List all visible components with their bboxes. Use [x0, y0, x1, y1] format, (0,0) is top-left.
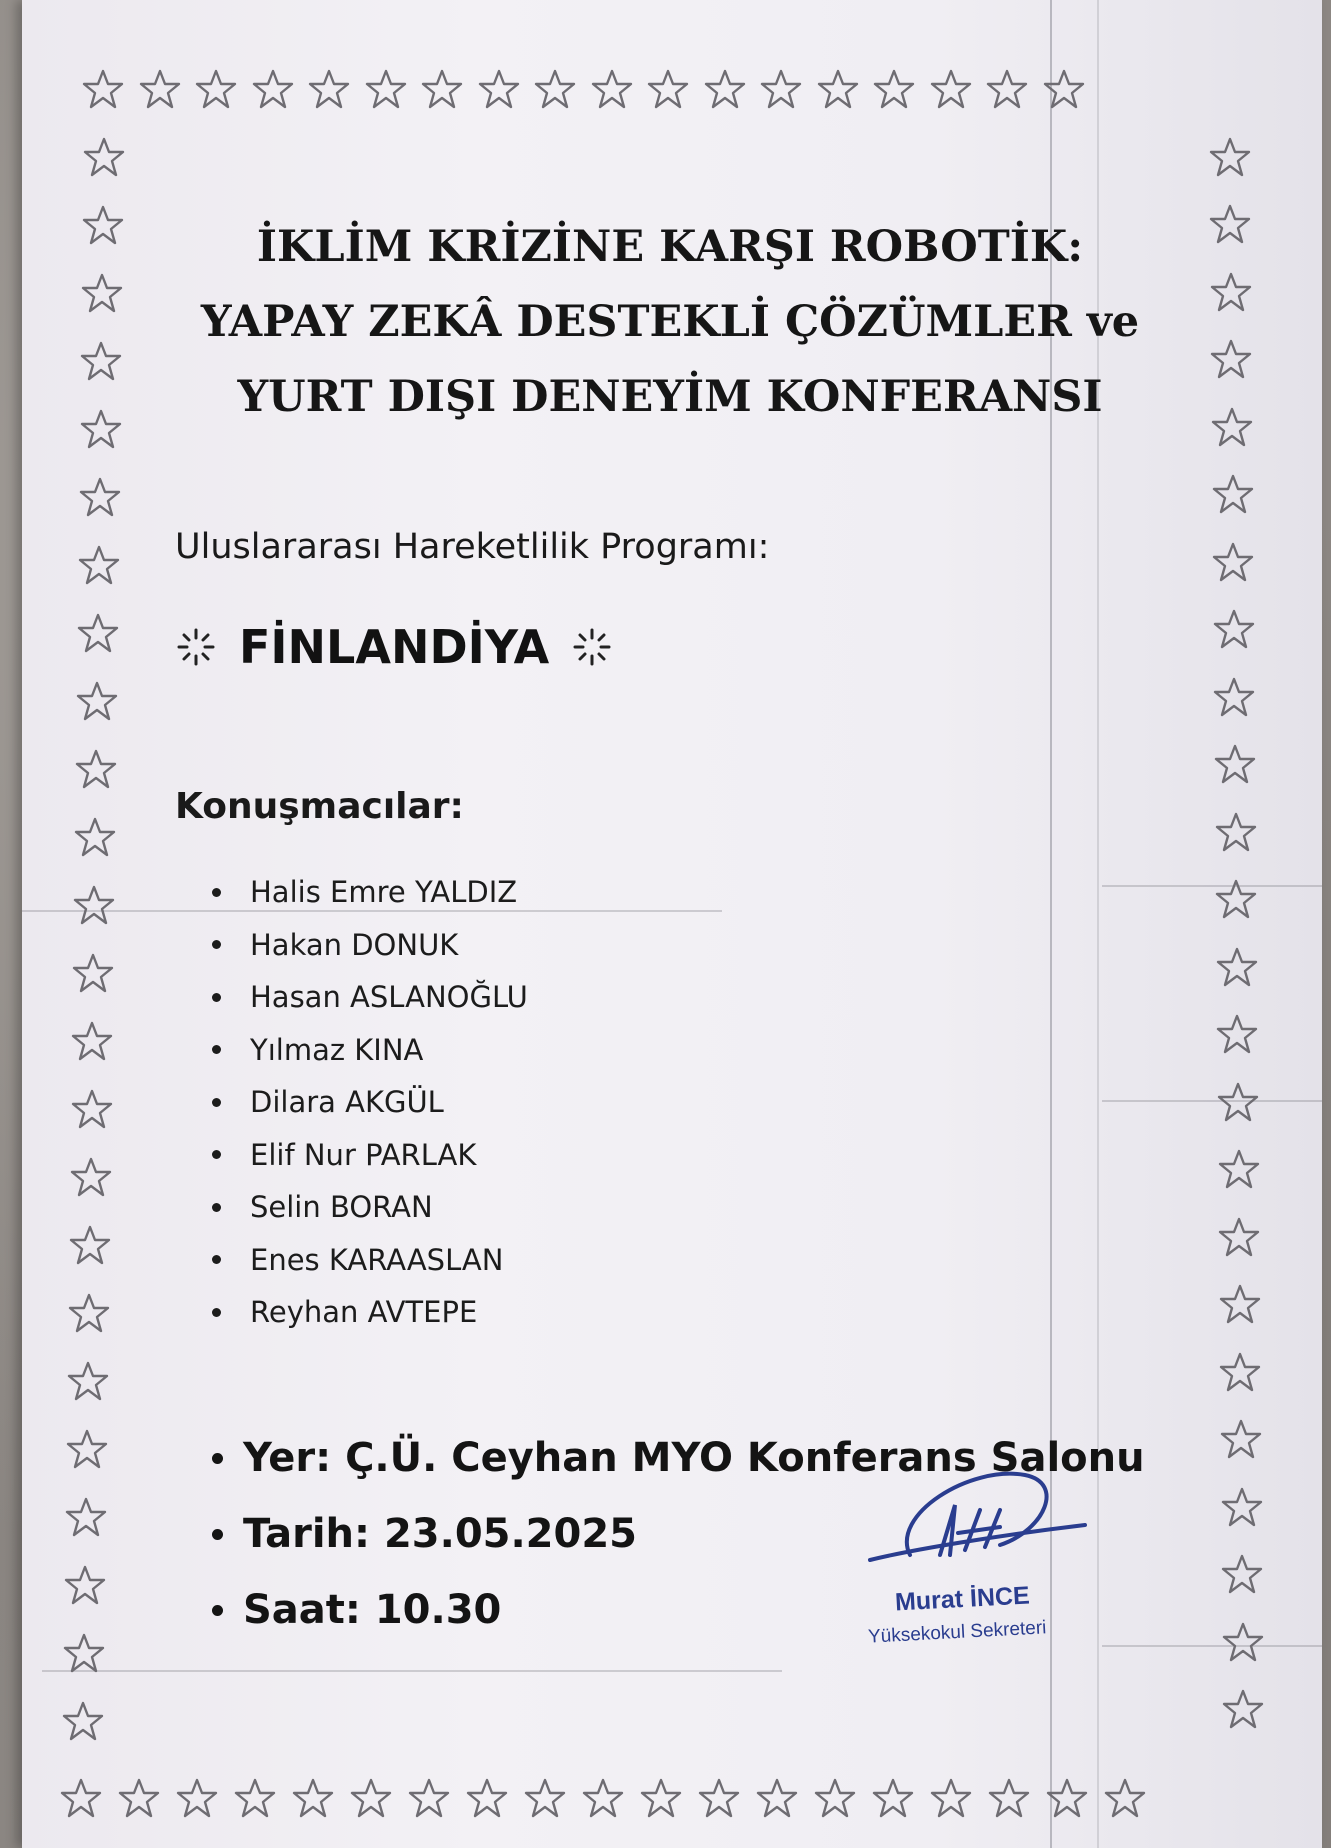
star-outline-icon [1209, 136, 1251, 178]
star-outline-icon [591, 68, 633, 110]
star-outline-icon [82, 204, 124, 246]
country-name: FİNLANDİYA [239, 620, 550, 674]
star-outline-icon [252, 68, 294, 110]
star-outline-icon [78, 544, 120, 586]
signatory-role: Yüksekokul Sekreteri [867, 1617, 1047, 1648]
star-outline-icon [760, 68, 802, 110]
bullet-icon [212, 1098, 221, 1107]
star-outline-icon [534, 68, 576, 110]
star-outline-icon [1217, 1081, 1259, 1123]
speaker-name: Hakan DONUK [250, 927, 459, 962]
list-item [212, 1181, 528, 1234]
bullet-icon [212, 1529, 223, 1540]
event-location: Yer: Ç.Ü. Ceyhan MYO Konferans Salonu [212, 1420, 1145, 1496]
speaker-name: Hasan ASLANOĞLU [250, 980, 528, 1014]
star-outline-icon [73, 884, 115, 926]
list-item [212, 1129, 528, 1182]
star-outline-icon [1211, 406, 1253, 448]
star-outline-icon [1221, 1486, 1263, 1528]
star-outline-icon [704, 68, 746, 110]
sparkle-icon [569, 624, 615, 670]
star-outline-icon [1215, 811, 1257, 853]
star-outline-icon [292, 1777, 334, 1819]
star-outline-icon [65, 1496, 107, 1538]
star-outline-icon [640, 1777, 682, 1819]
bullet-icon [212, 1150, 221, 1159]
list-item [212, 866, 528, 919]
speakers-list [212, 866, 528, 1339]
star-outline-icon [1218, 1148, 1260, 1190]
conference-title [150, 210, 1190, 435]
star-outline-icon [69, 1224, 111, 1266]
star-outline-icon [308, 68, 350, 110]
star-outline-icon [1216, 1013, 1258, 1055]
star-outline-icon [72, 952, 114, 994]
star-outline-icon [1214, 743, 1256, 785]
speaker-name: Selin BORAN [250, 1190, 433, 1224]
star-outline-icon [139, 68, 181, 110]
star-outline-icon [176, 1777, 218, 1819]
star-outline-icon [1220, 1418, 1262, 1460]
star-outline-icon [234, 1777, 276, 1819]
star-outline-icon [872, 1777, 914, 1819]
list-item [212, 1076, 528, 1129]
star-outline-icon [118, 1777, 160, 1819]
speaker-name: Enes KARAASLAN [250, 1242, 504, 1277]
paper-fold-line [42, 1670, 782, 1672]
bullet-icon [212, 888, 221, 897]
star-outline-icon [698, 1777, 740, 1819]
star-outline-icon [79, 476, 121, 518]
star-outline-icon [1219, 1283, 1261, 1325]
title-line-1: İKLİM KRİZİNE KARŞI ROBOTİK: [256, 222, 1084, 272]
paper-fold-line [1102, 885, 1322, 887]
star-outline-icon [80, 408, 122, 450]
star-outline-icon [1212, 541, 1254, 583]
star-outline-icon [930, 1777, 972, 1819]
star-outline-icon [68, 1292, 110, 1334]
star-outline-icon [67, 1360, 109, 1402]
bullet-icon [212, 1605, 223, 1616]
star-outline-icon [195, 68, 237, 110]
bullet-icon [212, 940, 221, 949]
star-outline-icon [70, 1156, 112, 1198]
star-outline-icon [74, 816, 116, 858]
event-date: Tarih: 23.05.2025 [212, 1496, 1145, 1572]
star-outline-icon [83, 136, 125, 178]
star-outline-icon [647, 68, 689, 110]
star-outline-icon [66, 1428, 108, 1470]
country-heading [173, 620, 615, 674]
star-outline-icon [81, 272, 123, 314]
star-outline-icon [817, 68, 859, 110]
star-outline-icon [62, 1700, 104, 1742]
list-item [212, 971, 528, 1024]
star-outline-icon [64, 1564, 106, 1606]
program-label: Uluslararası Hareketlilik Programı: [175, 527, 770, 567]
star-outline-icon [1213, 676, 1255, 718]
bullet-icon [212, 1308, 221, 1317]
star-outline-icon [1212, 473, 1254, 515]
bullet-icon [212, 1255, 221, 1264]
list-item [212, 1234, 528, 1287]
star-outline-icon [1219, 1351, 1261, 1393]
star-outline-icon [1221, 1553, 1263, 1595]
star-outline-icon [82, 68, 124, 110]
event-time: Saat: 10.30 [212, 1572, 1145, 1648]
star-outline-icon [350, 1777, 392, 1819]
paper-fold-line [1102, 1100, 1322, 1102]
star-outline-icon [76, 680, 118, 722]
speakers-label: Konuşmacılar: [175, 786, 464, 827]
star-outline-icon [1046, 1777, 1088, 1819]
speaker-name: Elif Nur PARLAK [250, 1137, 477, 1172]
star-outline-icon [1210, 338, 1252, 380]
star-outline-icon [1213, 608, 1255, 650]
bullet-icon [212, 1045, 221, 1054]
star-outline-icon [365, 68, 407, 110]
star-outline-icon [478, 68, 520, 110]
star-outline-icon [75, 748, 117, 790]
star-outline-icon [1222, 1688, 1264, 1730]
list-item [212, 1286, 528, 1339]
speaker-name: Reyhan AVTEPE [250, 1295, 478, 1329]
star-outline-icon [1218, 1216, 1260, 1258]
star-outline-icon [466, 1777, 508, 1819]
star-outline-icon [60, 1777, 102, 1819]
bullet-icon [212, 1453, 223, 1464]
star-outline-icon [1209, 203, 1251, 245]
star-outline-icon [421, 68, 463, 110]
speaker-name: Yılmaz KINA [250, 1032, 424, 1067]
list-item [212, 919, 528, 972]
star-outline-icon [1043, 68, 1085, 110]
star-outline-icon [71, 1020, 113, 1062]
star-outline-icon [77, 612, 119, 654]
signatory-name: Murat İNCE [894, 1581, 1031, 1617]
bullet-icon [212, 993, 221, 1002]
star-outline-icon [756, 1777, 798, 1819]
star-outline-icon [408, 1777, 450, 1819]
star-outline-icon [63, 1632, 105, 1674]
star-outline-icon [71, 1088, 113, 1130]
star-outline-icon [814, 1777, 856, 1819]
title-line-3: YURT DIŞI DENEYİM KONFERANSI [237, 372, 1103, 422]
star-outline-icon [80, 340, 122, 382]
sparkle-icon [173, 624, 219, 670]
title-line-2: YAPAY ZEKÂ DESTEKLİ ÇÖZÜMLER ve [200, 297, 1140, 347]
star-outline-icon [524, 1777, 566, 1819]
speaker-name: Halis Emre YALDIZ [250, 875, 518, 909]
bullet-icon [212, 1203, 221, 1212]
star-outline-icon [873, 68, 915, 110]
star-outline-icon [1222, 1621, 1264, 1663]
star-outline-icon [1210, 271, 1252, 313]
speaker-name: Dilara AKGÜL [250, 1085, 444, 1119]
star-outline-icon [1216, 946, 1258, 988]
star-outline-icon [988, 1777, 1030, 1819]
list-item [212, 1024, 528, 1077]
star-outline-icon [1104, 1777, 1146, 1819]
star-outline-icon [582, 1777, 624, 1819]
star-outline-icon [930, 68, 972, 110]
star-outline-icon [1215, 878, 1257, 920]
star-outline-icon [986, 68, 1028, 110]
